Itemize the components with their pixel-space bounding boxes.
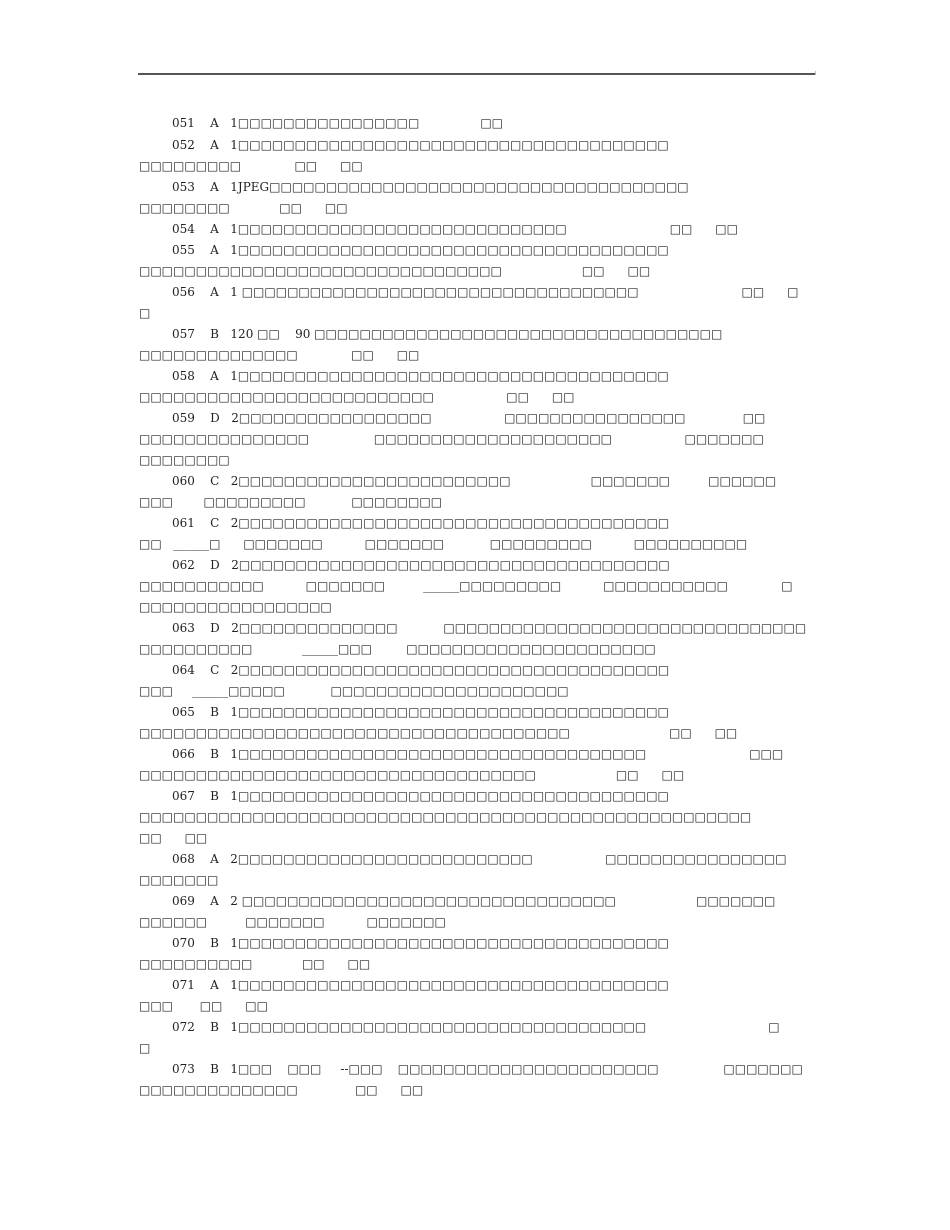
text-line: 055 A 1□□□□□□□□□□□□□□□□□□□□□□□□□□□□□□□□□□□□□□ (172, 243, 669, 257)
text-line: 053 A 1JPEG□□□□□□□□□□□□□□□□□□□□□□□□□□□□□□□□□□□□□ (172, 180, 689, 194)
text-line: □□□ □□□□□□□□□ □□□□□□□□ (139, 495, 443, 509)
text-line: 054 A 1□□□□□□□□□□□□□□□□□□□□□□□□□□□□□ □□ □□ (172, 222, 738, 236)
text-line: □ (139, 306, 151, 320)
text-line: □□□□□□□□□□ □□ □□ (139, 957, 371, 971)
text-line: 059 D 2□□□□□□□□□□□□□□□□□ □□□□□□□□□□□□□□□□ □□ (172, 411, 766, 425)
text-line: 063 D 2□□□□□□□□□□□□□□ □□□□□□□□□□□□□□□□□□□□□□□□□□□□□□□□ (172, 621, 807, 635)
text-line: 069 A 2 □□□□□□□□□□□□□□□□□□□□□□□□□□□□□□□□□ □□□□□□□ (172, 894, 776, 908)
header-rule (138, 73, 815, 75)
text-line: □□ □□ (139, 831, 208, 845)
text-line: □□□□□□□□□□□ □□□□□□□ ______□□□□□□□□□ □□□□□□□□□□□ □ (139, 579, 793, 593)
text-line: □□□□□□□□□□□□□□□□□□□□□□□□□□□□□□□□□□□□□□□□□□□□□□□□□□□□□□ (139, 810, 752, 824)
text-line: 052 A 1□□□□□□□□□□□□□□□□□□□□□□□□□□□□□□□□□□□□□□ (172, 138, 669, 152)
text-line: □□□ □□ □□ (139, 999, 268, 1013)
text-line: □□□□□□□□□□□□□□ □□ □□ (139, 348, 420, 362)
text-line: □□□□□□□□□□□□□□□□□□□□□□□□□□ □□ □□ (139, 390, 575, 404)
text-line: □ (139, 1041, 151, 1055)
text-line: □□□□□□□□□ □□ □□ (139, 159, 363, 173)
text-line: □□□ ______□□□□□ □□□□□□□□□□□□□□□□□□□□□ (139, 684, 569, 698)
text-line: 071 A 1□□□□□□□□□□□□□□□□□□□□□□□□□□□□□□□□□□□□□□ (172, 978, 669, 992)
text-line: 073 B 1□□□ □□□ --□□□ □□□□□□□□□□□□□□□□□□□□□□□ □□□□□□□ (172, 1062, 803, 1076)
text-line: 057 B 120 □□ 90 □□□□□□□□□□□□□□□□□□□□□□□□□□□□□□□□□□□□ (172, 327, 723, 341)
text-line: 062 D 2□□□□□□□□□□□□□□□□□□□□□□□□□□□□□□□□□□□□□□ (172, 558, 670, 572)
text-line: 070 B 1□□□□□□□□□□□□□□□□□□□□□□□□□□□□□□□□□□□□□□ (172, 936, 669, 950)
header-rule-tick (815, 71, 816, 75)
text-line: □□□□□□ □□□□□□□ □□□□□□□ (139, 915, 446, 929)
text-line: □□ ______□ □□□□□□□ □□□□□□□ □□□□□□□□□ □□□□□□□□□□ (139, 537, 748, 551)
text-line: □□□□□□□□□□□□□□□ □□□□□□□□□□□□□□□□□□□□□ □□□□□□□ (139, 432, 764, 446)
text-line: 060 C 2□□□□□□□□□□□□□□□□□□□□□□□□ □□□□□□□ □□□□□□ (172, 474, 777, 488)
text-line: 061 C 2□□□□□□□□□□□□□□□□□□□□□□□□□□□□□□□□□□□□□□ (172, 516, 670, 530)
text-line: 056 A 1 □□□□□□□□□□□□□□□□□□□□□□□□□□□□□□□□□□□ □□ □ (172, 285, 799, 299)
text-line: □□□□□□□ (139, 873, 219, 887)
text-line: □□□□□□□□□□□□□□□□□□□□□□□□□□□□□□□□□□□□□□ □□ □□ (139, 726, 738, 740)
text-line: 064 C 2□□□□□□□□□□□□□□□□□□□□□□□□□□□□□□□□□□□□□□ (172, 663, 670, 677)
text-line: 058 A 1□□□□□□□□□□□□□□□□□□□□□□□□□□□□□□□□□□□□□□ (172, 369, 669, 383)
text-line: 067 B 1□□□□□□□□□□□□□□□□□□□□□□□□□□□□□□□□□□□□□□ (172, 789, 669, 803)
text-line: □□□□□□□□ □□ □□ (139, 201, 348, 215)
text-line: 065 B 1□□□□□□□□□□□□□□□□□□□□□□□□□□□□□□□□□□□□□□ (172, 705, 669, 719)
text-line: □□□□□□□□□□ ______□□□ □□□□□□□□□□□□□□□□□□□□□□ (139, 642, 656, 656)
text-line: 066 B 1□□□□□□□□□□□□□□□□□□□□□□□□□□□□□□□□□□□□ □□□ (172, 747, 784, 761)
text-line: 051 A 1□□□□□□□□□□□□□□□□ □□ (172, 116, 504, 130)
text-line: □□□□□□□□□□□□□□□□□□□□□□□□□□□□□□□□ □□ □□ (139, 264, 651, 278)
text-line: 068 A 2□□□□□□□□□□□□□□□□□□□□□□□□□□ □□□□□□□□□□□□□□□□ (172, 852, 787, 866)
text-line: 072 B 1□□□□□□□□□□□□□□□□□□□□□□□□□□□□□□□□□□□□ □ (172, 1020, 780, 1034)
text-line: □□□□□□□□□□□□□□□□□□□□□□□□□□□□□□□□□□□ □□ □□ (139, 768, 685, 782)
text-line: □□□□□□□□ (139, 453, 230, 467)
text-line: □□□□□□□□□□□□□□ □□ □□ (139, 1083, 424, 1097)
text-line: □□□□□□□□□□□□□□□□□ (139, 600, 332, 614)
